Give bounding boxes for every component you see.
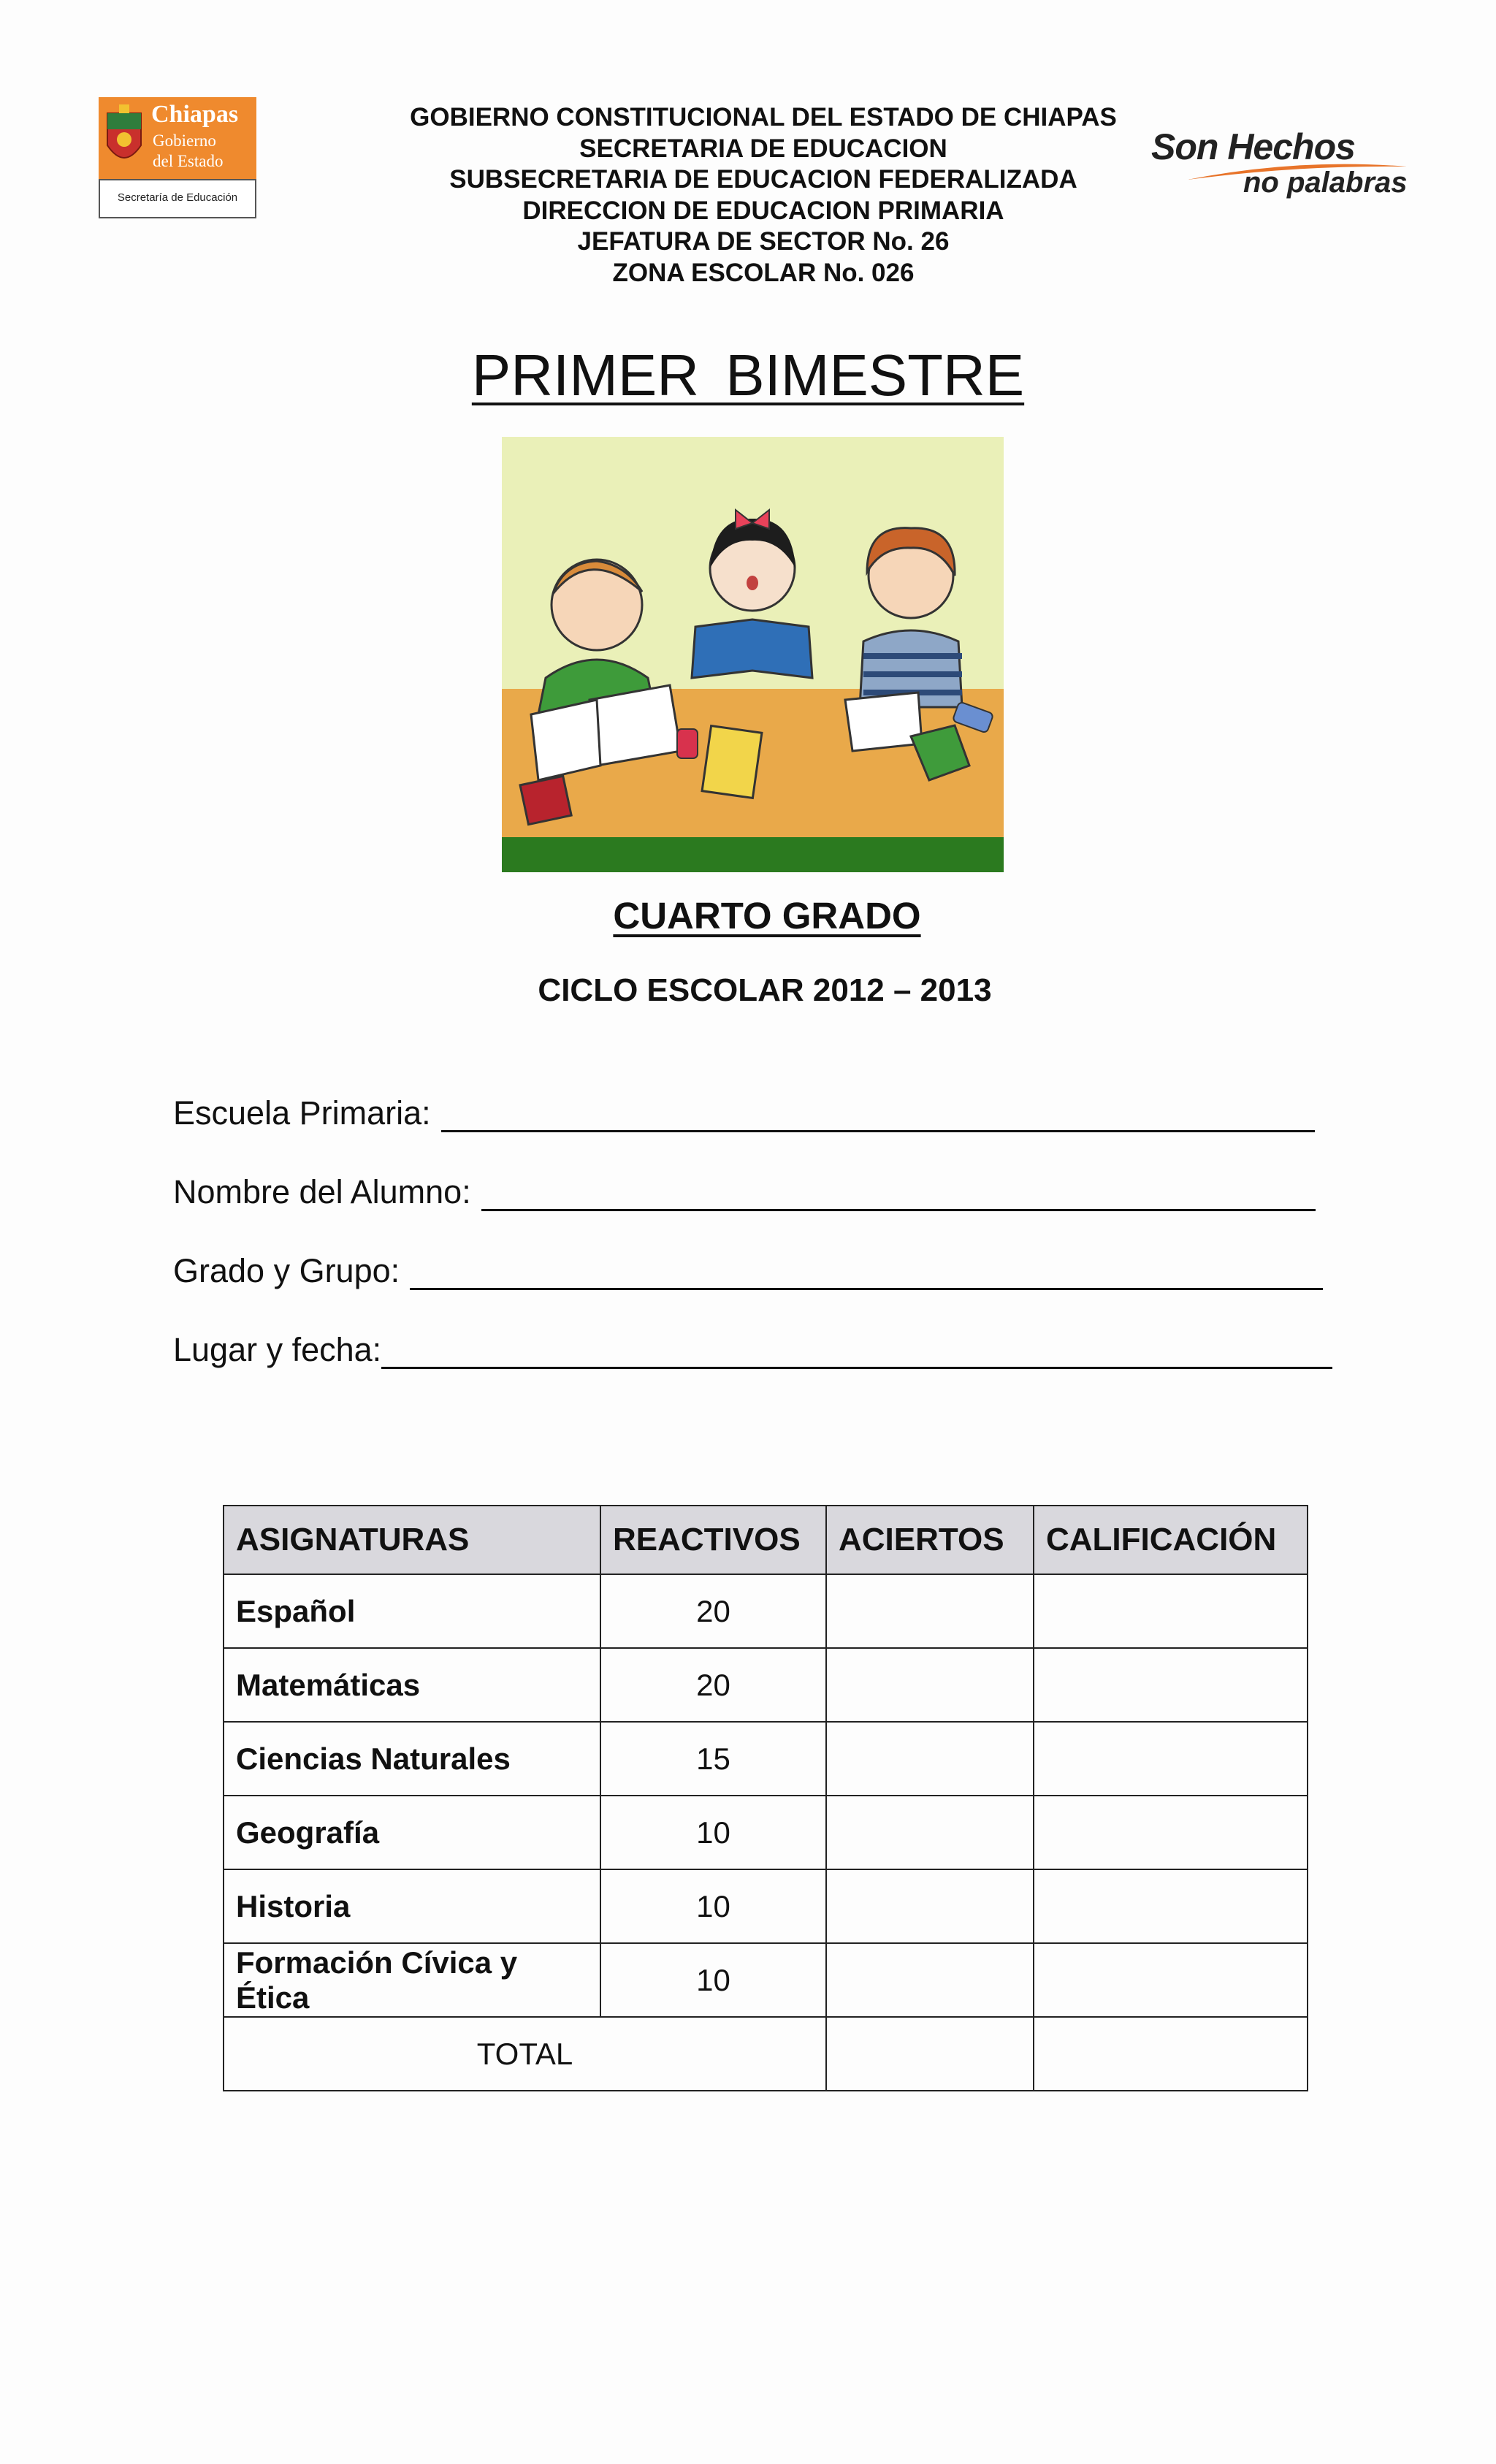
total-grade-cell[interactable]: [1034, 2017, 1308, 2091]
items-cell: 20: [600, 1574, 826, 1648]
header-line: SUBSECRETARIA DE EDUCACION FEDERALIZADA: [449, 165, 1077, 194]
grade-title: [0, 894, 1496, 937]
children-studying-illustration: [502, 437, 1004, 872]
table-header-row: [224, 1506, 1308, 1574]
header-line: DIRECCION DE EDUCACION PRIMARIA: [522, 196, 1004, 225]
items-cell: 10: [600, 1869, 826, 1943]
school-cycle: CICLO ESCOLAR 2012 – 2013: [538, 972, 992, 1008]
subject-cell: Historia: [224, 1869, 600, 1943]
grade-cell[interactable]: [1034, 1574, 1308, 1648]
slogan-line2: no palabras: [1243, 167, 1408, 199]
page-title-text: PRIMER BIMESTRE: [471, 343, 1025, 408]
header-line: GOBIERNO CONSTITUCIONAL DEL ESTADO DE CHIAPAS: [410, 103, 1117, 131]
total-label: TOTAL: [224, 2017, 826, 2091]
group-input-line[interactable]: [410, 1256, 1323, 1290]
school-input-line[interactable]: [441, 1098, 1315, 1132]
page-title: [0, 342, 1496, 409]
slogan-line1: Son Hechos: [1151, 126, 1355, 167]
student-input-line[interactable]: [481, 1177, 1316, 1211]
column-header: ASIGNATURAS: [224, 1506, 600, 1574]
correct-cell[interactable]: [826, 1574, 1034, 1648]
subject-cell: Ciencias Naturales: [224, 1722, 600, 1796]
total-row: [224, 2017, 1308, 2091]
place-date-field: [173, 1325, 1332, 1369]
header-line: ZONA ESCOLAR No. 026: [612, 258, 915, 287]
correct-cell[interactable]: [826, 1796, 1034, 1869]
correct-cell[interactable]: [826, 1943, 1034, 2017]
subject-cell: Geografía: [224, 1796, 600, 1869]
grade-cell[interactable]: [1034, 1648, 1308, 1722]
place-date-input-line[interactable]: [381, 1335, 1332, 1369]
logo-title: Chiapas: [151, 101, 239, 128]
total-correct-cell[interactable]: [826, 2017, 1034, 2091]
table-row: [224, 1869, 1308, 1943]
subject-cell: Formación Cívica y Ética: [224, 1943, 600, 2017]
logo-subtitle-line1: Gobierno: [153, 131, 216, 150]
logo-subtitle-line2: del Estado: [153, 152, 224, 170]
column-header: CALIFICACIÓN: [1034, 1506, 1308, 1574]
column-header: ACIERTOS: [826, 1506, 1034, 1574]
chiapas-logo: [99, 97, 256, 218]
slogan-logo: [1144, 124, 1436, 205]
school-field-label: Escuela Primaria:: [173, 1094, 431, 1132]
table-row: [224, 1648, 1308, 1722]
group-field-label: Grado y Grupo:: [173, 1252, 400, 1289]
items-cell: 10: [600, 1796, 826, 1869]
table-row: [224, 1722, 1308, 1796]
subject-cell: Español: [224, 1574, 600, 1648]
items-cell: 10: [600, 1943, 826, 2017]
correct-cell[interactable]: [826, 1648, 1034, 1722]
logo-subtitle: [153, 131, 223, 172]
table-row: [224, 1943, 1308, 2017]
column-header: REACTIVOS: [600, 1506, 826, 1574]
student-field-label: Nombre del Alumno:: [173, 1173, 471, 1210]
items-cell: 20: [600, 1648, 826, 1722]
grade-cell[interactable]: [1034, 1722, 1308, 1796]
correct-cell[interactable]: [826, 1722, 1034, 1796]
grade-cell[interactable]: [1034, 1869, 1308, 1943]
correct-cell[interactable]: [826, 1869, 1034, 1943]
grades-table: [223, 1505, 1308, 2091]
logo-caption: Secretaría de Educación: [99, 179, 256, 218]
logo-orange-block: [99, 97, 256, 179]
group-field: [173, 1246, 1323, 1290]
table-row: [224, 1574, 1308, 1648]
header-line: JEFATURA DE SECTOR No. 26: [577, 227, 950, 256]
coat-of-arms-icon: [103, 103, 145, 173]
table-row: [224, 1796, 1308, 1869]
grade-cell[interactable]: [1034, 1796, 1308, 1869]
header-line: SECRETARIA DE EDUCACION: [579, 134, 947, 163]
header-text: [365, 102, 1161, 289]
subject-cell: Matemáticas: [224, 1648, 600, 1722]
school-field: [173, 1088, 1315, 1132]
grade-cell[interactable]: [1034, 1943, 1308, 2017]
place-date-field-label: Lugar y fecha:: [173, 1331, 382, 1368]
grade-title-text: CUARTO GRADO: [613, 895, 921, 937]
items-cell: 15: [600, 1722, 826, 1796]
student-field: [173, 1167, 1316, 1211]
